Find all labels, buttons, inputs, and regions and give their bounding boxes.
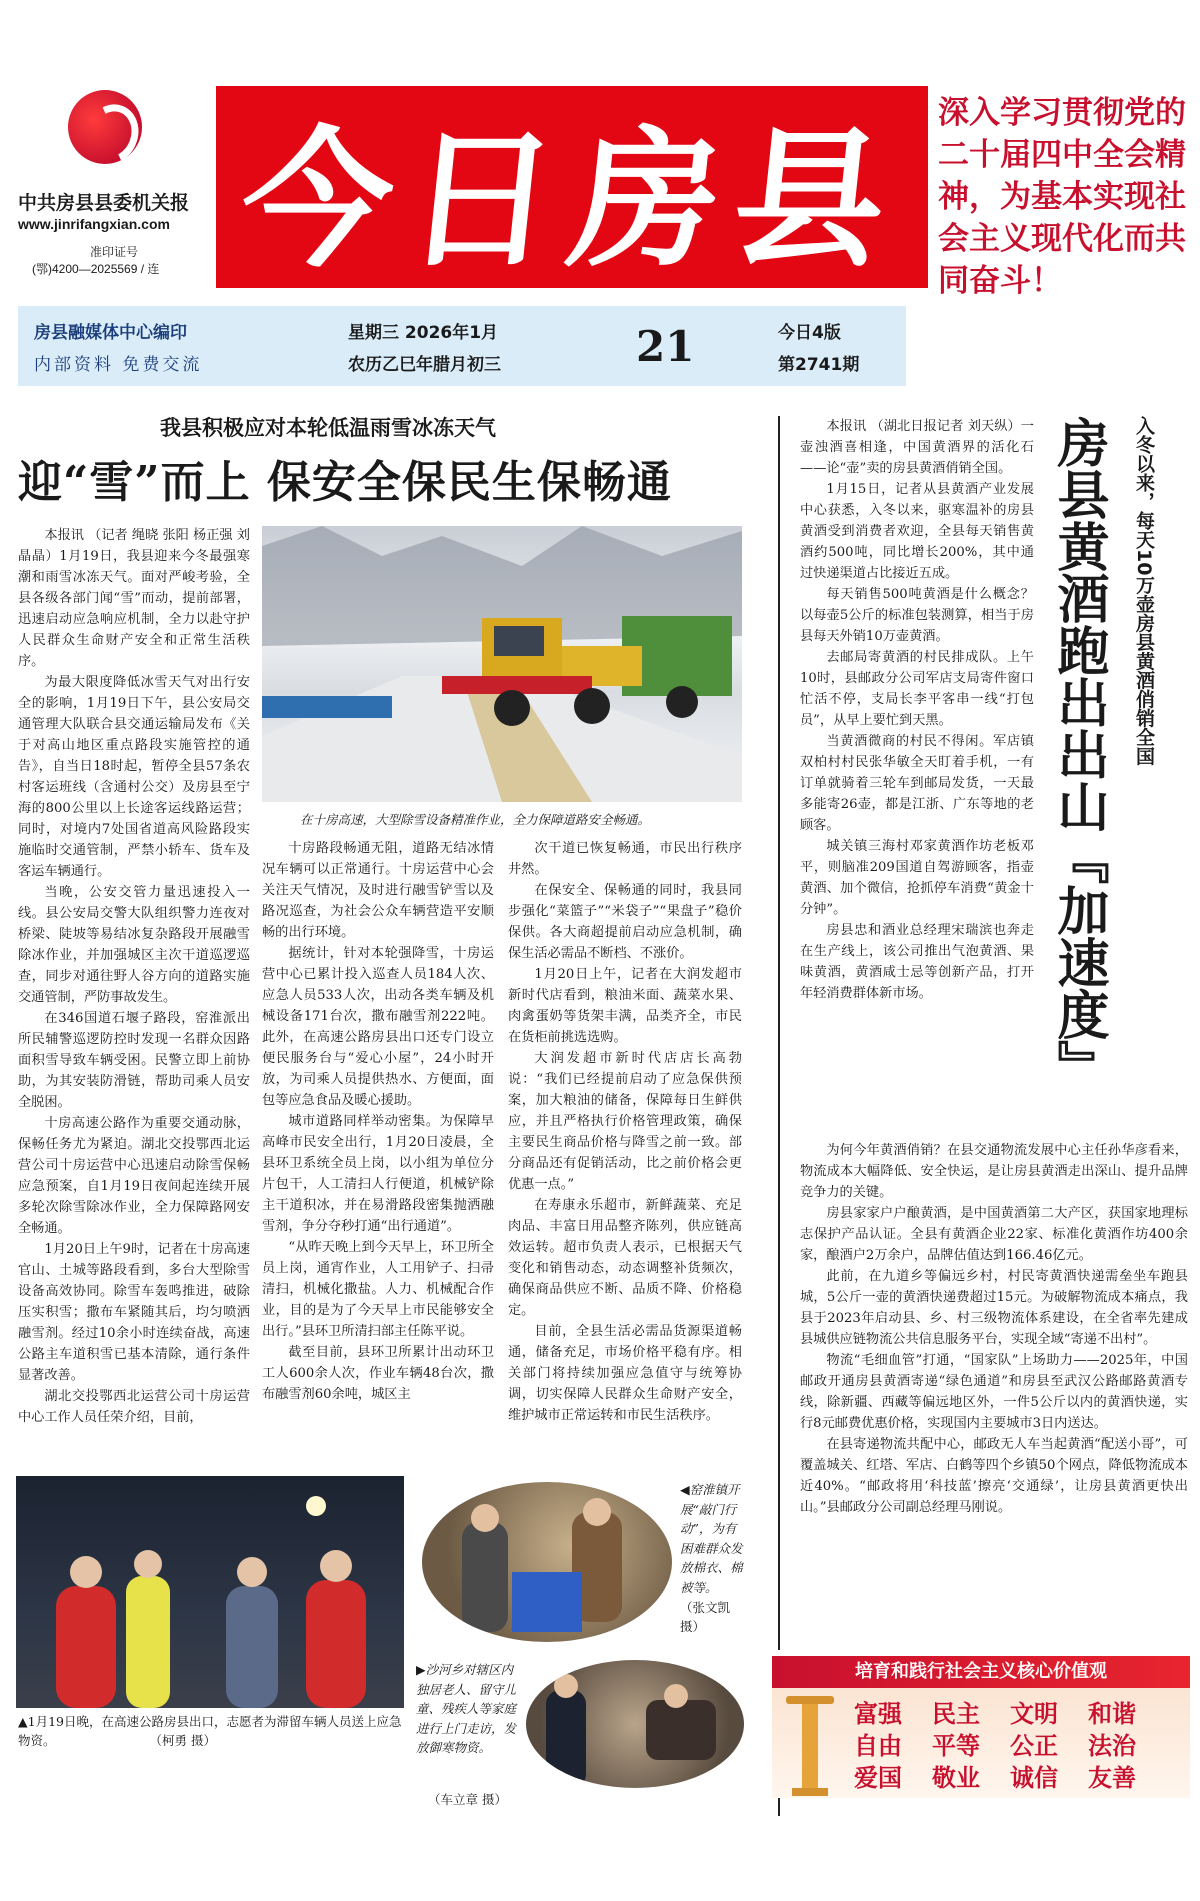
article-paragraph: 截至目前，县环卫所累计出动环卫工人600余人次，作业车辆48台次，撒布融雪剂60余吨，城区主 bbox=[262, 1345, 494, 1402]
article-paragraph: 十房路段畅通无阻，道路无结冰情况车辆可以正常通行。十房运营中心会关注天气情况，及时进行融雪铲雪以及路况巡查，为社会公众车辆营造平安顺畅的出行环境。 bbox=[262, 841, 494, 940]
photo2-caption-text: ▲1月19日晚，在高速公路房县出口，志愿者为滞留车辆人员送上应急物资。 bbox=[18, 1714, 402, 1748]
right-column-top bbox=[800, 416, 1034, 1136]
photo2-caption bbox=[18, 1712, 404, 1750]
right-kicker: 入冬以来，每天10万壶房县黄酒俏销全国 bbox=[1133, 416, 1155, 766]
snowplow-illustration bbox=[262, 526, 742, 802]
core-values-box bbox=[772, 1650, 1190, 1798]
permit-block bbox=[32, 244, 159, 278]
photo4-credit: （车立章 摄） bbox=[428, 1792, 507, 1807]
article-paragraph: 在县寄递物流共配中心，邮政无人车当起黄酒“配送小哥”，可覆盖城关、红塔、军店、白鹤等四个乡镇50个网点，降低物流成本近40%。“邮政将用‘科技蓝’擦亮‘交通绿’，让房县黄酒更快出山。”县邮政分公司副总经理马刚说。 bbox=[800, 1437, 1188, 1515]
issue-day: 21 bbox=[636, 322, 695, 371]
article-paragraph: 在寿康永乐超市，新鲜蔬菜、充足肉品、丰富日用品整齐陈列，供应链高效运转。超市负责人表示，已根据天气变化和销售动态，动态调整补货频次，确保商品供应不断、品质不降、价格稳定。 bbox=[508, 1198, 742, 1318]
value-word-6: 平等 bbox=[932, 1732, 980, 1760]
issue-number: 第2741期 bbox=[778, 355, 860, 375]
issue-info-bar bbox=[18, 306, 906, 386]
photo3-caption-text: ◀窑淮镇开展“敲门行动”，为有困难群众发放棉衣、棉被等。 bbox=[680, 1482, 743, 1595]
photo-home-visit bbox=[526, 1660, 744, 1788]
lead-column-3 bbox=[508, 838, 742, 1453]
article-paragraph: 当黄酒微商的村民不得闲。军店镇双柏村村民张华敏全天盯着手机，一有订单就骑着三轮车到邮局发货，一天最多能寄26壶，都是江浙、广东等地的老顾客。 bbox=[800, 734, 1034, 833]
value-word-11: 诚信 bbox=[1010, 1764, 1058, 1792]
lead-column-1 bbox=[18, 525, 250, 1455]
article-paragraph: 为何今年黄酒俏销？在县交通物流发展中心主任孙华彦看来，物流成本大幅降低、安全快运，是让房县黄酒走出深山、提升品牌竞争力的关键。 bbox=[800, 1143, 1188, 1200]
article-paragraph: 房县家家户户酿黄酒，是中国黄酒第二大产区，获国家地理标志保护产品认证。全县有黄酒企业22家、标准化黄酒作坊400余家，酿酒户2万余户，品牌估值达到166.46亿元。 bbox=[800, 1206, 1188, 1263]
article-paragraph: 在346国道石堰子路段，窑淮派出所民辅警巡逻防控时发现一名群众因路面积雪导致车辆受困。民警立即上前协助，为其安装防滑链，帮助司乘人员安全脱困。 bbox=[18, 1011, 250, 1110]
article-paragraph: 在保安全、保畅通的同时，我县同步强化“菜篮子”“米袋子”“果盘子”稳价保供。各大商超提前启动应急机制，确保生活必需品不断档、不涨价。 bbox=[508, 883, 742, 961]
lead-column-2 bbox=[262, 838, 494, 1453]
value-word-7: 公正 bbox=[1010, 1732, 1058, 1760]
photo3-caption bbox=[680, 1480, 746, 1637]
newspaper-logo-icon bbox=[68, 90, 142, 164]
value-word-5: 自由 bbox=[854, 1732, 902, 1760]
masthead-slogan: 深入学习贯彻党的二十届四中全会精神，为基本实现社会主义现代化而共同奋斗！ bbox=[938, 95, 1186, 299]
issue-date: 星期三 2026年1月 bbox=[348, 323, 499, 343]
photo-volunteers-night bbox=[16, 1476, 404, 1708]
photo2-credit: （柯勇 摄） bbox=[149, 1733, 216, 1748]
article-paragraph: 十房高速公路作为重要交通动脉，保畅任务尤为紧迫。湖北交投鄂西北运营公司十房运营中心迅速启动除雪保畅应急预案，自1月19日夜间起连续开展多轮次除雪除冰作业，全力保障路网安全畅通。 bbox=[18, 1116, 250, 1236]
website-url[interactable]: www.jinrifangxian.com bbox=[18, 216, 170, 232]
permit-number: (鄂)4200—2025569 / 连 bbox=[32, 262, 160, 276]
article-paragraph: 本报讯 （记者 绳晓 张阳 杨正强 刘晶晶）1月19日，我县迎来今冬最强寒潮和雨雪冰冻天气。面对严峻考验，全县各级各部门闻“雪”而动，提前部署，迅速启动应急响应机制，全力以赴守护人民群众生命财产安全和正常生活秩序。 bbox=[18, 528, 250, 669]
right-headline: 房县黄酒跑出出山『加速度』 bbox=[1048, 416, 1109, 1092]
right-column-bottom bbox=[800, 1140, 1188, 1640]
article-paragraph: 去邮局寄黄酒的村民排成队。上午10时，县邮政分公司军店支局寄件窗口忙活不停，支局长李平客串一线“打包员”，从早上要忙到天黑。 bbox=[800, 650, 1034, 728]
page-count: 今日4版 bbox=[778, 323, 841, 343]
article-paragraph: 物流“毛细血管”打通，“国家队”上场助力——2025年，中国邮政开通房县黄酒寄递“绿色通道”和房县至武汉公路邮路黄酒专线，除新疆、西藏等偏远地区外，一件5公斤以内的黄酒快递，实行8元邮费优惠价格，实现国内主要城市3日内送达。 bbox=[800, 1353, 1188, 1431]
value-word-4: 和谐 bbox=[1088, 1700, 1136, 1728]
article-paragraph: 当晚，公安交管力量迅速投入一线。县公安局交警大队组织警力连夜对桥梁、陡坡等易结冰复杂路段开展融雪除冰作业，并加强城区主次干道巡逻巡查，同步对通往野人谷方向的道路实施交通管制，严防事故发生。 bbox=[18, 885, 250, 1005]
value-word-1: 富强 bbox=[854, 1700, 902, 1728]
core-values-banner: 培育和践行社会主义核心价值观 bbox=[772, 1656, 1190, 1688]
article-paragraph: “从昨天晚上到今天早上，环卫所全员上岗，通宵作业，人工用铲子、扫帚清扫，机械化撒盐。人力、机械配合作业，目的是为了今天早上市民能够安全出行。”县环卫所清扫部主任陈平说。 bbox=[262, 1240, 494, 1339]
lead-col3-paras bbox=[508, 838, 742, 1426]
article-paragraph: 目前，全县生活必需品货源渠道畅通，储备充足，市场价格平稳有序。相关部门将持续加强应急值守与统筹协调，切实保障人民群众生命财产安全，维护城市正常运转和市民生活秩序。 bbox=[508, 1324, 742, 1423]
photo3-credit: （张文凯 摄） bbox=[680, 1599, 731, 1635]
core-values-panel bbox=[772, 1688, 1190, 1798]
right-bottom-paras bbox=[800, 1140, 1188, 1518]
lead-kicker: 我县积极应对本轮低温雨雪冰冻天气 bbox=[160, 416, 496, 440]
lead-photo-caption: 在十房高速，大型除雪设备精准作业，全力保障道路安全畅通。 bbox=[300, 812, 651, 827]
value-word-3: 文明 bbox=[1010, 1700, 1058, 1728]
article-paragraph: 次干道已恢复畅通，市民出行秩序井然。 bbox=[508, 841, 742, 877]
article-paragraph: 每天销售500吨黄酒是什么概念？以每壶5公斤的标准包装测算，相当于房县每天外销10万壶黄酒。 bbox=[800, 587, 1034, 644]
home-visit-illustration bbox=[526, 1660, 744, 1788]
column-divider bbox=[778, 416, 780, 1816]
article-paragraph: 城市道路同样举动密集。为保障早高峰市民安全出行，1月20日凌晨，全县环卫系统全员上岗，以小组为单位分片包干，人工清扫人行便道，机械铲除主干道积冰，并在易滑路段密集抛洒融雪剂，争分夺秒打通“出行通道”。 bbox=[262, 1114, 494, 1234]
lead-col2-paras bbox=[262, 838, 494, 1405]
editor-label: 房县融媒体中心编印 bbox=[34, 323, 187, 343]
article-paragraph: 湖北交投鄂西北运营公司十房运营中心工作人员任荣介绍，目前， bbox=[18, 1389, 250, 1425]
right-top-paras bbox=[800, 416, 1034, 1004]
lunar-date: 农历乙巳年腊月初三 bbox=[348, 355, 501, 375]
photo-door-knocking bbox=[422, 1482, 672, 1642]
newspaper-title: 今日房县 bbox=[233, 112, 908, 288]
lead-headline: 迎“雪”而上 保安全保民生保畅通 bbox=[18, 457, 672, 508]
article-paragraph: 1月15日，记者从县黄酒产业发展中心获悉，入冬以来，驱寒温补的房县黄酒受到消费者欢迎，全县每天销售黄酒约500吨，同比增长200%，其中通过快递渠道占比接近五成。 bbox=[800, 482, 1034, 581]
masthead-left bbox=[18, 90, 198, 290]
value-word-8: 法治 bbox=[1088, 1732, 1136, 1760]
lead-col1-paras bbox=[18, 525, 250, 1428]
article-paragraph: 据统计，针对本轮强降雪，十房运营中心已累计投入巡查人员184人次、应急人员533人次，出动各类车辆及机械设备171台次，撒布融雪剂222吨。此外，在高速公路房县出口还专门设立便民服务台与“爱心小屋”，24小时开放，为司乘人员提供热水、方便面，面包等应急食品及暖心援助。 bbox=[262, 946, 494, 1108]
permit-label: 准印证号 bbox=[90, 245, 139, 259]
value-word-12: 友善 bbox=[1088, 1764, 1136, 1792]
huabiao-pillar-icon bbox=[776, 1688, 846, 1798]
masthead-banner bbox=[216, 86, 928, 288]
article-paragraph: 城关镇三海村邓家黄酒作坊老板邓平，则脑准209国道自驾游顾客，指壶黄酒、加个微信，抢抓停车消费“黄金十分钟”。 bbox=[800, 839, 1034, 917]
value-word-9: 爱国 bbox=[854, 1764, 902, 1792]
photo4-caption-text: ▶沙河乡对辖区内独居老人、留守儿童、残疾人等家庭进行上门走访，发放御寒物资。 bbox=[416, 1662, 517, 1756]
article-paragraph: 房县忠和酒业总经理宋瑞滨也奔走在生产线上，该公司推出气泡黄酒、果味黄酒，黄酒咸士忌等创新产品，打开年轻消费群体新市场。 bbox=[800, 923, 1034, 1001]
value-word-10: 敬业 bbox=[932, 1764, 980, 1792]
photo4-caption bbox=[416, 1660, 520, 1758]
article-paragraph: 1月20日上午9时，记者在十房高速官山、土城等路段看到，多台大型除雪设备高效协同。除雪车轰鸣推进，破除压实积雪；撒布车紧随其后，均匀喷洒融雪剂。经过10余小时连续奋战，高速公路主车道积雪已基本清除，通行条件显著改善。 bbox=[18, 1242, 250, 1383]
article-paragraph: 此前，在九道乡等偏远乡村，村民寄黄酒快递需垒坐车跑县城，5公斤一壶的黄酒快递费超过15元。为破解物流成本痛点，我县于2023年启动县、乡、村三级物流体系建设，在全省率先建成县城供应链物流公共信息服务平台，实现全域“寄递不出村”。 bbox=[800, 1269, 1188, 1347]
organ-label: 中共房县县委机关报 bbox=[18, 193, 190, 214]
lead-photo-snowplow bbox=[262, 526, 742, 802]
article-paragraph: 大润发超市新时代店店长高勃说：“我们已经提前启动了应急保供预案，加大粮油的储备，保障每日生鲜供应，并且严格执行价格管理政策，确保主要民生商品价格与降雪之前一致。部分商品还有促销活动，比之前价格会更优惠一点。” bbox=[508, 1051, 742, 1192]
article-paragraph: 为最大限度降低冰雪天气对出行安全的影响，1月19日下午，县公安局交通管理大队联合县交通运输局发布《关于对高山地区重点路段实施管控的通告》，自当日18时起，暂停全县57条农村客运班线（含通村公交）及房县至宁海的800公里以上长途客运线路运营；同时，对境内7处国省道高风险路段实施临时交通管制，严禁小轿车、货车及客运车辆通行。 bbox=[18, 675, 250, 879]
article-paragraph: 1月20日上午，记者在大润发超市新时代店看到，粮油米面、蔬菜水果、肉禽蛋奶等货架丰满，品类齐全，市民在货柜前挑选选购。 bbox=[508, 967, 742, 1045]
distribution-note: 内部资料 免费交流 bbox=[34, 355, 203, 375]
volunteers-illustration bbox=[16, 1476, 404, 1708]
door-knocking-illustration bbox=[422, 1482, 672, 1642]
value-word-2: 民主 bbox=[932, 1700, 980, 1728]
article-paragraph: 本报讯 （湖北日报记者 刘天纵）一壶浊酒喜相逢，中国黄酒界的活化石——论“壶”卖的房县黄酒俏销全国。 bbox=[800, 419, 1034, 476]
